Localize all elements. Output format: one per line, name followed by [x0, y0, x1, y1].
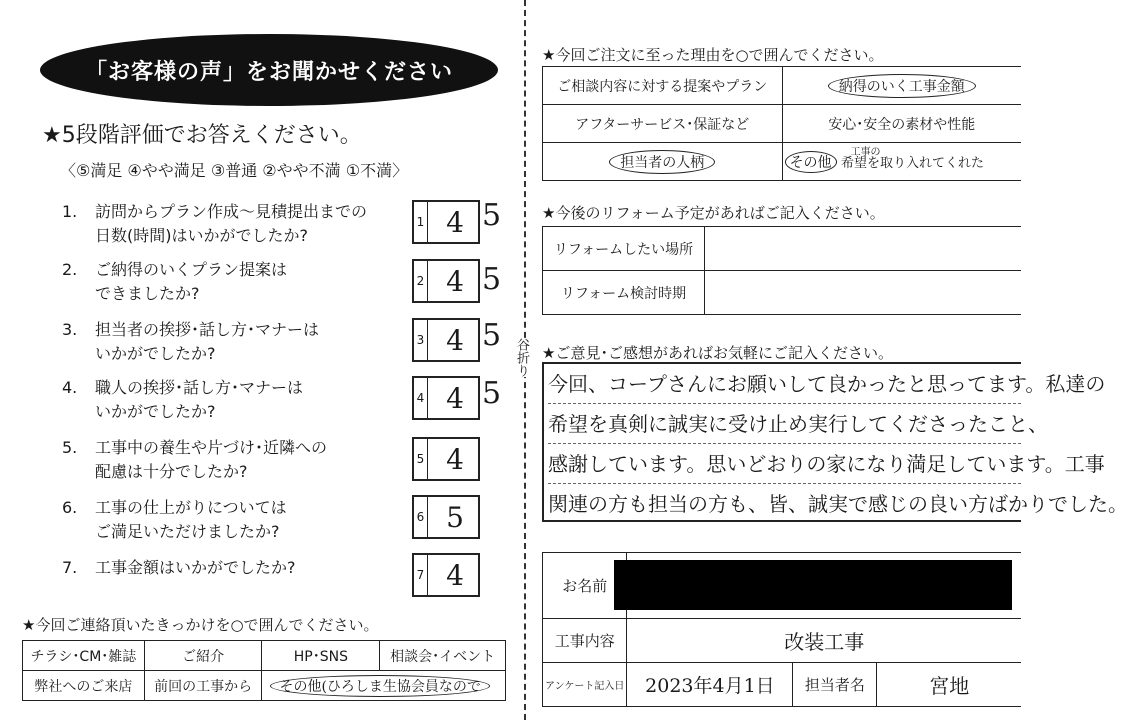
contact-table [22, 640, 506, 701]
contact-option[interactable]: チラシ･CM･雑誌 [23, 641, 145, 671]
reason-other-small-note: 工事の [850, 147, 881, 158]
future-table [542, 226, 1021, 315]
reason-option-circled: 担当者の人柄 [609, 150, 715, 174]
question-text: いかがでしたか? [95, 402, 216, 421]
work-value[interactable]: 改装工事 [627, 619, 1021, 663]
future-period-label: リフォーム検討時期 [543, 271, 705, 315]
reason-option[interactable]: ご相談内容に対する提案やプラン [543, 67, 783, 105]
question-text: ご満足いただけましたか? [95, 522, 280, 541]
fold-label: 谷折り [516, 338, 532, 377]
future-section-title: ★今後のリフォーム予定があればご記入ください。 [542, 204, 885, 222]
handwritten-rating: 4 [446, 558, 464, 592]
future-place-label: リフォームしたい場所 [543, 227, 705, 271]
reason-other-label: その他 [785, 151, 837, 173]
rating-scale: 〈⑤満足 ④やや満足 ③普通 ②やや不満 ①不満〉 [60, 161, 409, 180]
reason-section-title: ★今回ご注文に至った理由を○で囲んでください。 [542, 46, 884, 64]
rating-box-3[interactable] [412, 318, 480, 362]
comment-line: 今回、コープさんにお願いして良かったと思ってます。私達の [548, 364, 1021, 404]
date-value[interactable]: 2023年4月1日 [627, 663, 793, 707]
question-text: 訪問からプラン作成〜見積提出までの [95, 202, 368, 221]
reason-option-circled: 納得のいく工事金額 [828, 74, 976, 98]
rating-box-5[interactable] [412, 437, 480, 481]
work-label: 工事内容 [543, 619, 627, 663]
box-number: 5 [414, 439, 428, 479]
contact-option[interactable]: ご紹介 [144, 641, 262, 671]
rating-box-6[interactable] [412, 495, 480, 539]
handwritten-extra: 5 [482, 318, 502, 353]
redacted-name [614, 560, 1012, 610]
question-text: 配慮は十分でしたか? [95, 462, 248, 481]
question-number: 4. [62, 378, 78, 397]
question-number: 2. [62, 260, 78, 279]
box-number: 2 [414, 261, 428, 301]
future-place-field[interactable] [705, 227, 1022, 271]
contact-option[interactable]: HP･SNS [262, 641, 380, 671]
contact-option[interactable]: 前回の工事から [144, 671, 262, 701]
contact-option[interactable]: 相談会･イベント [380, 641, 506, 671]
reason-option[interactable] [543, 143, 783, 181]
question-text: 工事金額はいかがでしたか? [95, 558, 296, 577]
handwritten-rating: 4 [446, 381, 464, 415]
rating-section-title: ★5段階評価でお答えください。 [42, 123, 362, 148]
question-number: 7. [62, 558, 78, 577]
handwritten-rating: 4 [446, 442, 464, 476]
rating-box-4[interactable] [412, 376, 480, 420]
reason-table [542, 66, 1021, 181]
handwritten-extra: 5 [482, 262, 502, 297]
staff-label: 担当者名 [793, 663, 877, 707]
comment-line: 感謝しています。思いどおりの家になり満足しています。工事 [548, 444, 1021, 484]
handwritten-rating: 4 [446, 323, 464, 357]
contact-option[interactable]: 弊社へのご来店 [23, 671, 145, 701]
name-label: お名前 [543, 553, 627, 619]
question-number: 1. [62, 202, 78, 221]
comment-line: 関連の方も担当の方も、皆、誠実で感じの良い方ばかりでした。 [548, 492, 1128, 516]
comment-line: 希望を真剣に誠実に受け止め実行してくださったこと、 [548, 404, 1021, 444]
handwritten-extra: 5 [482, 198, 502, 233]
question-text: 工事中の養生や片づけ･近隣への [95, 438, 328, 457]
comment-section-title: ★ご意見･ご感想があればお気軽にご記入ください。 [542, 344, 893, 362]
question-text: できましたか? [95, 284, 200, 303]
question-text: 担当者の挨拶･話し方･マナーは [95, 320, 320, 339]
banner-title: 「お客様の声」をお聞かせください [40, 34, 498, 106]
reason-other-note: 希望を取り入れてくれた [841, 155, 985, 171]
reason-option[interactable] [782, 67, 1021, 105]
box-number: 1 [414, 202, 428, 242]
rating-box-1[interactable] [412, 200, 480, 244]
question-number: 3. [62, 320, 78, 339]
question-text: 日数(時間)はいかがでしたか? [95, 226, 308, 245]
question-number: 5. [62, 438, 78, 457]
question-text: 工事の仕上がりについては [95, 498, 287, 517]
reason-option-other[interactable] [782, 143, 1021, 181]
contact-option-other[interactable] [262, 671, 506, 701]
handwritten-rating: 4 [446, 205, 464, 239]
rating-box-2[interactable] [412, 259, 480, 303]
handwritten-rating: 5 [446, 500, 464, 534]
rating-box-7[interactable] [412, 553, 480, 597]
handwritten-extra: 5 [482, 376, 502, 411]
box-number: 4 [414, 378, 428, 418]
box-number: 7 [414, 555, 428, 595]
handwritten-rating: 4 [446, 264, 464, 298]
box-number: 3 [414, 320, 428, 360]
box-number: 6 [414, 497, 428, 537]
reason-option[interactable]: 安心･安全の素材や性能 [782, 105, 1021, 143]
question-number: 6. [62, 498, 78, 517]
future-period-field[interactable] [705, 271, 1022, 315]
staff-value[interactable]: 宮地 [877, 663, 1021, 707]
contact-section-title: ★今回ご連絡頂いたきっかけを○で囲んでください。 [22, 616, 379, 634]
comment-box[interactable] [542, 362, 1128, 522]
contact-other-handwritten: その他(ひろしま生協会員なので [270, 675, 489, 697]
date-label: アンケート記入日 [543, 663, 627, 707]
question-text: ご納得のいくプラン提案は [95, 260, 288, 279]
question-text: いかがでしたか? [95, 344, 216, 363]
reason-option[interactable]: アフターサービス･保証など [543, 105, 783, 143]
question-text: 職人の挨拶･話し方･マナーは [95, 378, 304, 397]
